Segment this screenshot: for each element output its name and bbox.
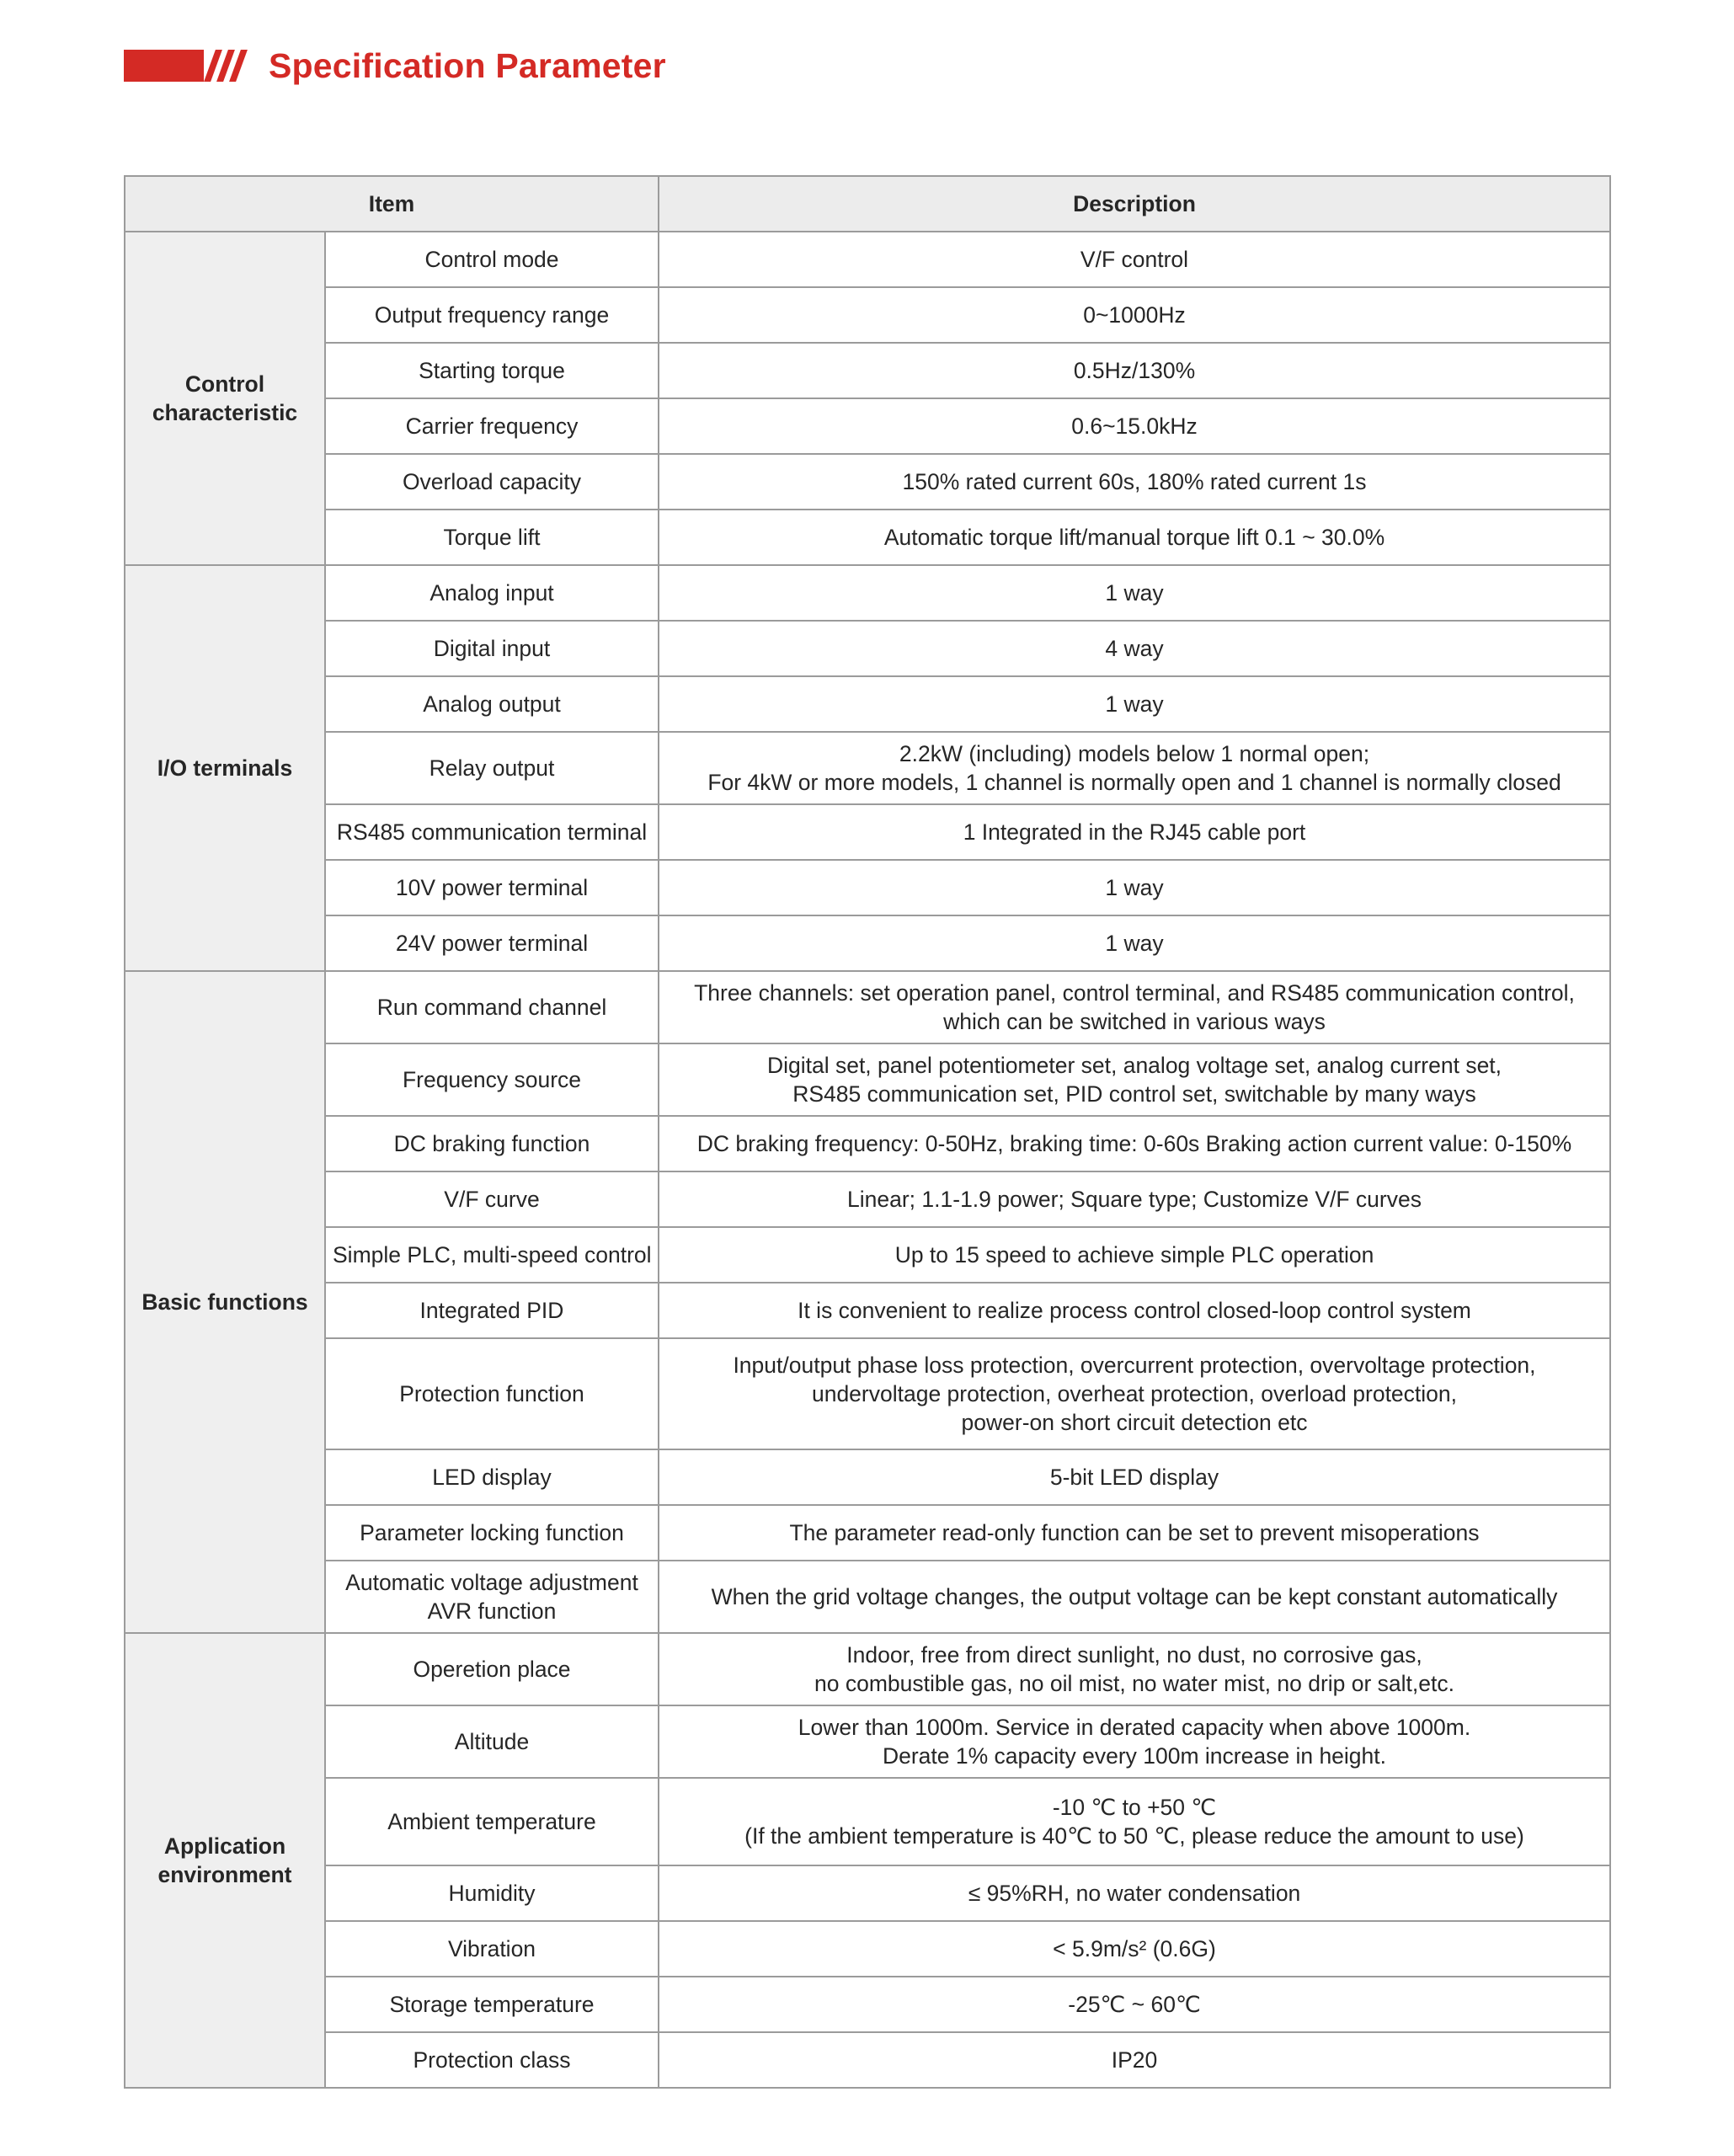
table-row xyxy=(125,1778,1610,1865)
table-row xyxy=(125,1043,1610,1116)
page-title: Specification Parameter xyxy=(269,45,666,85)
description-cell: < 5.9m/s² (0.6G) xyxy=(659,1921,1610,1977)
category-application-environment: Application environment xyxy=(125,1633,325,2088)
item-cell: Output frequency range xyxy=(325,287,659,343)
item-cell: DC braking function xyxy=(325,1116,659,1171)
description-cell: It is convenient to realize process control closed-loop control system xyxy=(659,1283,1610,1338)
table-row xyxy=(125,398,1610,454)
description-cell: 0.5Hz/130% xyxy=(659,343,1610,398)
table-row xyxy=(125,1338,1610,1449)
item-cell: Control mode xyxy=(325,232,659,287)
item-cell: Storage temperature xyxy=(325,1977,659,2032)
table-row xyxy=(125,343,1610,398)
item-cell: LED display xyxy=(325,1449,659,1505)
item-cell: Parameter locking function xyxy=(325,1505,659,1561)
item-cell: Operetion place xyxy=(325,1633,659,1705)
item-cell: Starting torque xyxy=(325,343,659,398)
description-cell: 0.6~15.0kHz xyxy=(659,398,1610,454)
description-cell: -10 ℃ to +50 ℃ (If the ambient temperature is 40℃ to 50 ℃, please reduce the amount to use) xyxy=(659,1778,1610,1865)
table-row xyxy=(125,732,1610,804)
item-cell: Analog input xyxy=(325,565,659,621)
item-cell: Simple PLC, multi-speed control xyxy=(325,1227,659,1283)
table-row xyxy=(125,1977,1610,2032)
table-row xyxy=(125,1633,1610,1705)
item-cell: Protection class xyxy=(325,2032,659,2088)
item-cell: Vibration xyxy=(325,1921,659,1977)
item-cell: Integrated PID xyxy=(325,1283,659,1338)
description-cell: When the grid voltage changes, the output voltage can be kept constant automatically xyxy=(659,1561,1610,1633)
item-cell: Digital input xyxy=(325,621,659,676)
description-cell: Automatic torque lift/manual torque lift 0.1 ~ 30.0% xyxy=(659,510,1610,565)
description-cell: 150% rated current 60s, 180% rated current 1s xyxy=(659,454,1610,510)
page-heading xyxy=(124,42,666,89)
description-cell: Input/output phase loss protection, overcurrent protection, overvoltage protection, undervoltage protection, overheat protection, overload protection, power-on short circuit detection etc xyxy=(659,1338,1610,1449)
item-cell: Altitude xyxy=(325,1705,659,1778)
table-row xyxy=(125,1705,1610,1778)
table-row xyxy=(125,2032,1610,2088)
table-row xyxy=(125,1227,1610,1283)
description-cell: 1 way xyxy=(659,915,1610,971)
item-cell: Relay output xyxy=(325,732,659,804)
item-cell: Carrier frequency xyxy=(325,398,659,454)
description-cell: Linear; 1.1-1.9 power; Square type; Customize V/F curves xyxy=(659,1171,1610,1227)
category-basic-functions: Basic functions xyxy=(125,971,325,1633)
description-cell: -25℃ ~ 60℃ xyxy=(659,1977,1610,2032)
description-cell: Three channels: set operation panel, control terminal, and RS485 communication control, which can be switched in various ways xyxy=(659,971,1610,1043)
heading-accent-mark xyxy=(124,50,242,82)
description-cell: Lower than 1000m. Service in derated capacity when above 1000m. Derate 1% capacity every 100m increase in height. xyxy=(659,1705,1610,1778)
item-cell: RS485 communication terminal xyxy=(325,804,659,860)
table-row xyxy=(125,1171,1610,1227)
table-row xyxy=(125,1921,1610,1977)
header-description: Description xyxy=(659,176,1610,232)
item-cell: Run command channel xyxy=(325,971,659,1043)
description-cell: The parameter read-only function can be set to prevent misoperations xyxy=(659,1505,1610,1561)
description-cell: 4 way xyxy=(659,621,1610,676)
description-cell: V/F control xyxy=(659,232,1610,287)
table-row xyxy=(125,287,1610,343)
table-row xyxy=(125,915,1610,971)
category-io-terminals: I/O terminals xyxy=(125,565,325,971)
description-cell: 5-bit LED display xyxy=(659,1449,1610,1505)
description-cell: DC braking frequency: 0-50Hz, braking time: 0-60s Braking action current value: 0-150% xyxy=(659,1116,1610,1171)
description-cell: Digital set, panel potentiometer set, analog voltage set, analog current set, RS485 communication set, PID control set, switchable by many ways xyxy=(659,1043,1610,1116)
description-cell: 0~1000Hz xyxy=(659,287,1610,343)
table-row xyxy=(125,232,1610,287)
table-row xyxy=(125,971,1610,1043)
item-cell: Frequency source xyxy=(325,1043,659,1116)
table-row xyxy=(125,860,1610,915)
specification-table xyxy=(124,175,1611,2089)
category-control-characteristic: Control characteristic xyxy=(125,232,325,565)
table-row xyxy=(125,621,1610,676)
description-cell: Indoor, free from direct sunlight, no dust, no corrosive gas, no combustible gas, no oil mist, no water mist, no drip or salt,etc. xyxy=(659,1633,1610,1705)
description-cell: 1 way xyxy=(659,860,1610,915)
table-row xyxy=(125,676,1610,732)
item-cell: Torque lift xyxy=(325,510,659,565)
item-cell: Automatic voltage adjustment AVR function xyxy=(325,1561,659,1633)
table-row xyxy=(125,1865,1610,1921)
item-cell: Humidity xyxy=(325,1865,659,1921)
item-cell: Protection function xyxy=(325,1338,659,1449)
description-cell: 1 Integrated in the RJ45 cable port xyxy=(659,804,1610,860)
description-cell: ≤ 95%RH, no water condensation xyxy=(659,1865,1610,1921)
description-cell: 1 way xyxy=(659,676,1610,732)
table-row xyxy=(125,804,1610,860)
table-row xyxy=(125,1116,1610,1171)
item-cell: Overload capacity xyxy=(325,454,659,510)
description-cell: IP20 xyxy=(659,2032,1610,2088)
table-header-row xyxy=(125,176,1610,232)
description-cell: 2.2kW (including) models below 1 normal open; For 4kW or more models, 1 channel is normally open and 1 channel is normally closed xyxy=(659,732,1610,804)
table-row xyxy=(125,565,1610,621)
table-row xyxy=(125,1561,1610,1633)
description-cell: 1 way xyxy=(659,565,1610,621)
table-row xyxy=(125,1283,1610,1338)
table-row xyxy=(125,454,1610,510)
header-item: Item xyxy=(125,176,659,232)
item-cell: Ambient temperature xyxy=(325,1778,659,1865)
item-cell: 24V power terminal xyxy=(325,915,659,971)
item-cell: Analog output xyxy=(325,676,659,732)
table-row xyxy=(125,1505,1610,1561)
table-row xyxy=(125,1449,1610,1505)
description-cell: Up to 15 speed to achieve simple PLC operation xyxy=(659,1227,1610,1283)
item-cell: 10V power terminal xyxy=(325,860,659,915)
table-row xyxy=(125,510,1610,565)
item-cell: V/F curve xyxy=(325,1171,659,1227)
